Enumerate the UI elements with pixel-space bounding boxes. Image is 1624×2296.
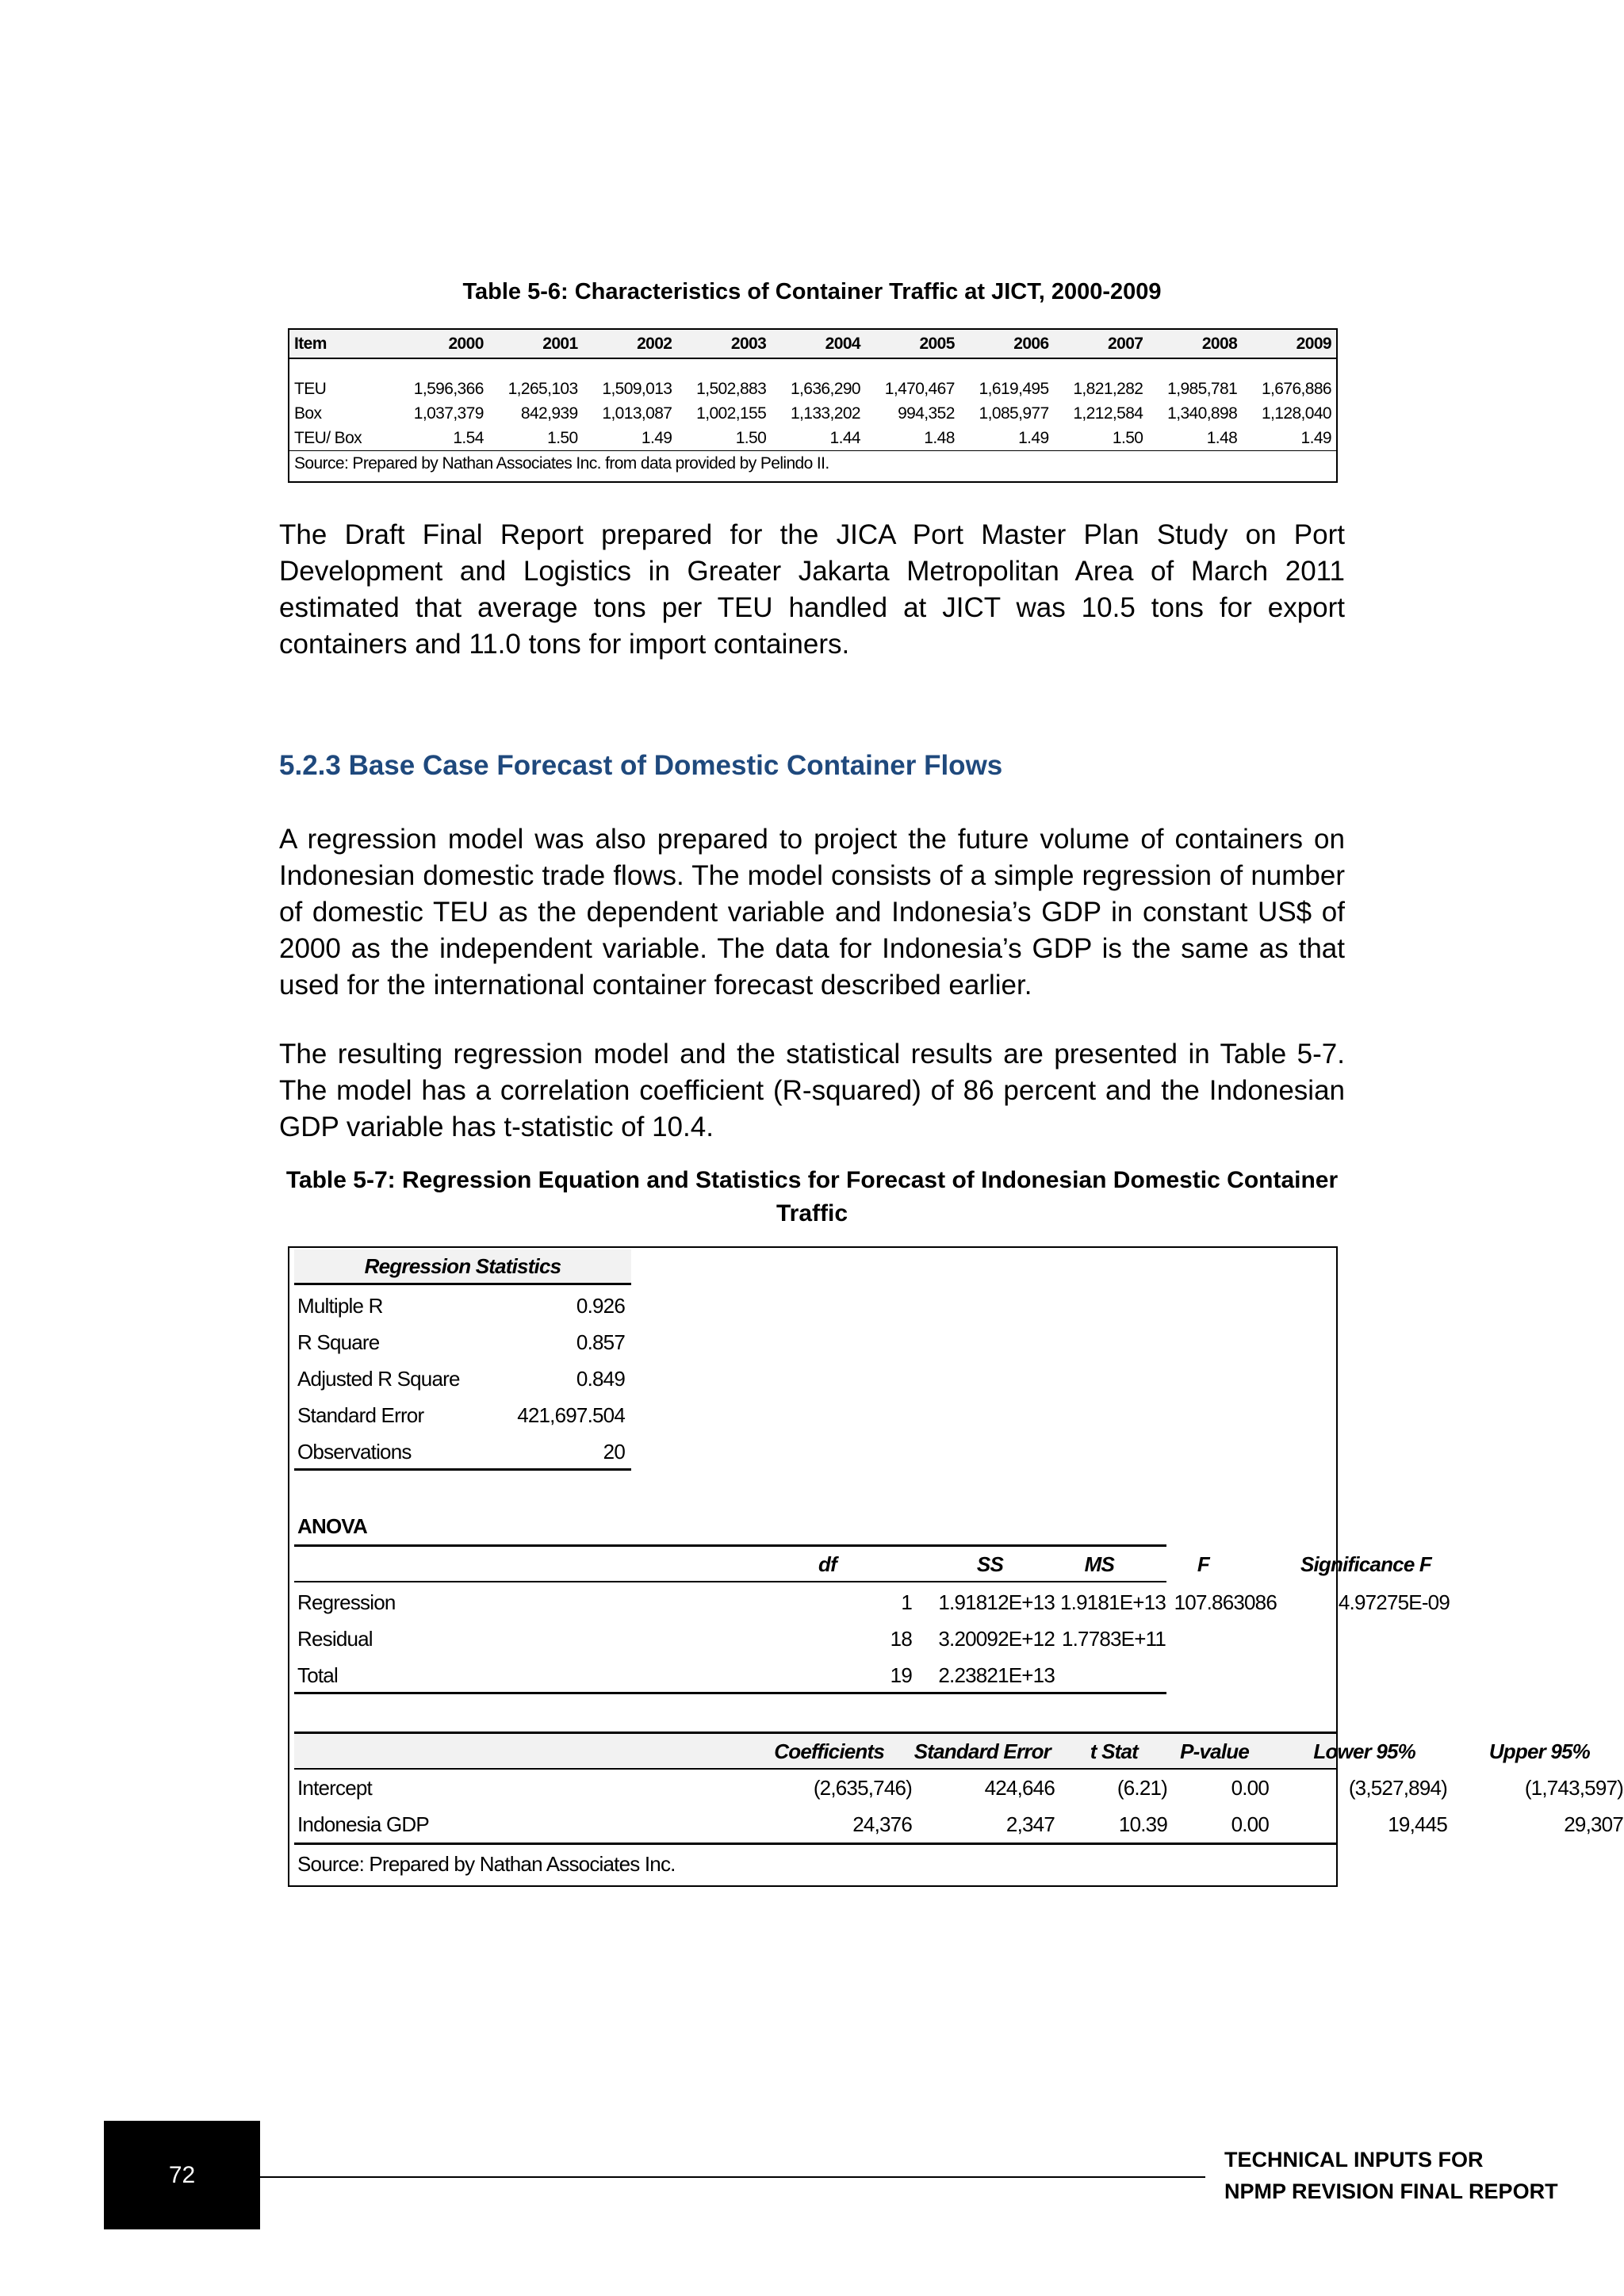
col-header-2009: 2009 xyxy=(1242,330,1336,358)
anova-ss: 2.23821E+13 xyxy=(938,1663,1055,1687)
table-cell: 1,470,467 xyxy=(884,379,955,398)
table-row-teu xyxy=(289,377,1336,401)
col-header-2007: 2007 xyxy=(1054,330,1148,358)
paragraph-jica-report: The Draft Final Report prepared for the JICA Port Master Plan Study on Port Development and Logistics in Greater Jakarta Metropolitan Area of March 2011 estimated that average tons per TEU handled at JICT was 10.5 tons for export containers and 11.0 tons for import containers. xyxy=(279,519,1345,660)
paragraph-results: The resulting regression model and the statistical results are presented in Table 5-7. The model has a correlation coefficient (R-squared) of 86 percent and the Indonesian GDP variable has t-statistic of 10.4. xyxy=(279,1039,1345,1142)
stat-value: 0.849 xyxy=(576,1367,625,1391)
table-cell: 1,676,886 xyxy=(1261,379,1331,398)
anova-df: 19 xyxy=(890,1663,912,1687)
paragraph-regression-model: A regression model was also prepared to project the future volume of containers on Indonesian domestic trade flows. The model consists of a simple regression of number of domestic TEU as the dependent variable and Indonesia’s GDP in constant US$ of 2000 as the independent variable. The data for Indonesia’s GDP is the same as that used for the international container forecast described earlier. xyxy=(279,824,1345,1001)
anova-label: ANOVA xyxy=(297,1514,367,1538)
table-cell: 1.49 xyxy=(1018,428,1049,447)
table-5-7-title: Table 5-7: Regression Equation and Statistics for Forecast of Indonesian Domestic Container Traffic xyxy=(285,1167,1339,1226)
coef-header-coefficients: Coefficients xyxy=(774,1739,884,1763)
rule xyxy=(294,1581,1166,1582)
stat-label: Adjusted R Square xyxy=(297,1367,460,1391)
coef-lower-95: (3,527,894) xyxy=(1348,1776,1447,1800)
table-cell: 1,821,282 xyxy=(1073,379,1143,398)
col-header-2008: 2008 xyxy=(1147,330,1242,358)
footer-title xyxy=(1224,2144,1558,2207)
anova-header-df: df xyxy=(818,1552,837,1576)
anova-significance-f: 4.97275E-09 xyxy=(1338,1590,1450,1614)
stat-label: R Square xyxy=(297,1330,380,1354)
coef-header-p-value: P-value xyxy=(1180,1739,1249,1763)
regression-statistics-header: Regression Statistics xyxy=(294,1249,631,1283)
coef-header-upper-95: Upper 95% xyxy=(1488,1739,1590,1763)
table-5-6-title: Table 5-6: Characteristics of Container Traffic at JICT, 2000-2009 xyxy=(462,279,1162,304)
rule xyxy=(294,1843,1336,1845)
table-cell: 1.49 xyxy=(1300,428,1331,447)
table-row-teu-per-box xyxy=(289,426,1336,451)
rule xyxy=(294,1544,1166,1547)
table-cell: 1.50 xyxy=(1112,428,1143,447)
table-5-6-source: Source: Prepared by Nathan Associates Inc. from data provided by Pelindo II. xyxy=(289,451,1336,477)
table-5-7 xyxy=(288,1246,1623,1887)
table-cell: 1.44 xyxy=(829,428,860,447)
coef-standard-error: 2,347 xyxy=(1005,1812,1055,1836)
anova-row-label: Regression xyxy=(297,1590,396,1614)
coef-p-value: 0.00 xyxy=(1231,1776,1269,1800)
row-label: TEU xyxy=(294,379,327,398)
table-cell: 1,596,366 xyxy=(413,379,484,398)
table-5-6-header-row xyxy=(289,330,1336,358)
stat-value: 20 xyxy=(603,1440,625,1464)
row-label: Box xyxy=(294,404,322,423)
coef-upper-95: (1,743,597) xyxy=(1524,1776,1623,1800)
table-cell: 1,509,013 xyxy=(602,379,672,398)
coef-standard-error: 424,646 xyxy=(984,1776,1055,1800)
anova-header-ss: SS xyxy=(976,1552,1003,1576)
anova-ms: 1.7783E+11 xyxy=(1061,1627,1166,1651)
table-cell: 1.50 xyxy=(547,428,578,447)
anova-f: 107.863086 xyxy=(1174,1590,1277,1614)
table-cell: 1.49 xyxy=(641,428,672,447)
coef-value: 24,376 xyxy=(852,1812,912,1836)
coef-header-lower-95: Lower 95% xyxy=(1313,1739,1415,1763)
footer-rule xyxy=(260,2176,1205,2178)
rule xyxy=(294,1283,631,1285)
footer-title-line-1: TECHNICAL INPUTS FOR xyxy=(1224,2148,1484,2172)
coef-upper-95: 29,307 xyxy=(1564,1812,1623,1836)
table-5-6-source-row xyxy=(289,451,1336,477)
table-5-6 xyxy=(288,328,1338,483)
col-header-2000: 2000 xyxy=(394,330,488,358)
table-cell: 1,002,155 xyxy=(696,404,767,423)
stat-value: 0.926 xyxy=(576,1294,625,1318)
anova-row-label: Total xyxy=(297,1663,338,1687)
table-cell: 1.50 xyxy=(735,428,767,447)
table-cell: 842,939 xyxy=(520,404,578,423)
col-header-2005: 2005 xyxy=(865,330,959,358)
table-row-box xyxy=(289,401,1336,426)
col-header-2006: 2006 xyxy=(959,330,1054,358)
stat-label: Multiple R xyxy=(297,1294,383,1318)
coef-row-label: Indonesia GDP xyxy=(297,1812,429,1836)
table-cell: 1,502,883 xyxy=(696,379,767,398)
coef-t-stat: (6.21) xyxy=(1116,1776,1167,1800)
footer-title-line-2: NPMP REVISION FINAL REPORT xyxy=(1224,2179,1558,2203)
table-cell: 1,128,040 xyxy=(1261,404,1331,423)
col-header-2002: 2002 xyxy=(583,330,677,358)
table-5-7-source: Source: Prepared by Nathan Associates Inc. xyxy=(297,1852,676,1876)
col-header-2004: 2004 xyxy=(771,330,865,358)
table-cell: 1,212,584 xyxy=(1073,404,1143,423)
table-cell: 1,265,103 xyxy=(508,379,578,398)
coef-header-standard-error: Standard Error xyxy=(914,1739,1051,1763)
page-number: 72 xyxy=(104,2121,260,2229)
col-header-item: Item xyxy=(289,330,394,358)
table-cell: 1,037,379 xyxy=(413,404,484,423)
anova-header-f: F xyxy=(1197,1552,1209,1576)
stat-value: 0.857 xyxy=(576,1330,625,1354)
table-cell: 994,352 xyxy=(898,404,955,423)
rule xyxy=(294,1468,631,1471)
coef-row-label: Intercept xyxy=(297,1776,372,1800)
table-cell: 1,985,781 xyxy=(1167,379,1238,398)
table-cell: 1,636,290 xyxy=(790,379,860,398)
col-header-2003: 2003 xyxy=(676,330,771,358)
stat-value: 421,697.504 xyxy=(517,1403,625,1427)
rule xyxy=(294,1768,1336,1770)
rule xyxy=(294,1692,1166,1694)
stat-label: Observations xyxy=(297,1440,412,1464)
table-cell: 1.48 xyxy=(924,428,955,447)
anova-header-ms: MS xyxy=(1084,1552,1114,1576)
anova-ss: 1.91812E+13 xyxy=(938,1590,1055,1614)
coef-value: (2,635,746) xyxy=(813,1776,912,1800)
coef-p-value: 0.00 xyxy=(1231,1812,1269,1836)
table-cell: 1,340,898 xyxy=(1167,404,1238,423)
table-cell: 1,085,977 xyxy=(979,404,1049,423)
col-header-2001: 2001 xyxy=(488,330,583,358)
table-cell: 1,013,087 xyxy=(602,404,672,423)
row-label: TEU/ Box xyxy=(294,428,362,447)
anova-row-label: Residual xyxy=(297,1627,373,1651)
anova-df: 18 xyxy=(890,1627,912,1651)
table-cell: 1,133,202 xyxy=(790,404,860,423)
table-cell: 1.54 xyxy=(453,428,484,447)
anova-ss: 3.20092E+12 xyxy=(938,1627,1055,1651)
stat-label: Standard Error xyxy=(297,1403,424,1427)
coef-lower-95: 19,445 xyxy=(1388,1812,1447,1836)
table-cell: 1,619,495 xyxy=(979,379,1049,398)
coef-t-stat: 10.39 xyxy=(1118,1812,1167,1836)
table-cell: 1.48 xyxy=(1206,428,1238,447)
section-heading: 5.2.3 Base Case Forecast of Domestic Container Flows xyxy=(279,750,1003,781)
coef-header-t-stat: t Stat xyxy=(1090,1739,1138,1763)
anova-header-significance-f: Significance F xyxy=(1300,1552,1431,1576)
anova-df: 1 xyxy=(901,1590,912,1614)
anova-ms: 1.9181E+13 xyxy=(1060,1590,1166,1614)
